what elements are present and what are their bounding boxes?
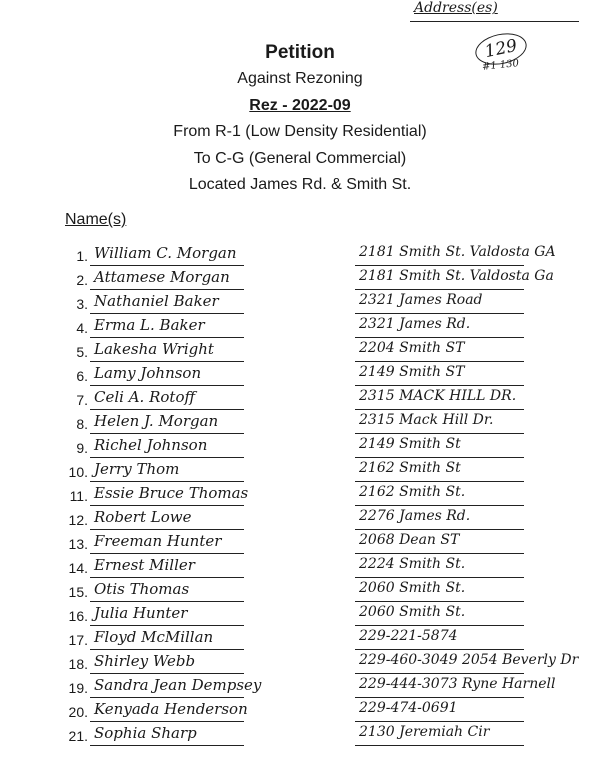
row-number: 6. xyxy=(76,368,88,384)
row-number: 5. xyxy=(76,344,88,360)
signatory-name: Sandra Jean Dempsey xyxy=(90,676,244,698)
signatory-name: Otis Thomas xyxy=(90,580,244,602)
zoning-to: To C-G (General Commercial) xyxy=(193,150,407,167)
signature-row xyxy=(0,652,600,676)
petition-title: Petition xyxy=(265,42,335,63)
page-number-stamp: 129 xyxy=(472,29,529,69)
signatory-address: 2060 Smith St. xyxy=(355,604,524,626)
signatory-name: Erma L. Baker xyxy=(90,316,244,338)
signatory-address: 2068 Dean ST xyxy=(355,532,524,554)
signatory-address: 2162 Smith St. xyxy=(355,484,524,506)
signatory-address: 2276 James Rd. xyxy=(355,508,524,530)
zoning-from: From R-1 (Low Density Residential) xyxy=(173,123,427,140)
signatory-name: Attamese Morgan xyxy=(90,268,244,290)
signatory-address: 2130 Jeremiah Cir xyxy=(355,724,524,746)
signature-row xyxy=(0,316,600,340)
signatory-address: 229-460-3049 2054 Beverly Dr xyxy=(355,652,524,674)
signature-row xyxy=(0,244,600,268)
page-number-subnote: #1 130 xyxy=(481,58,520,73)
signatory-name: Essie Bruce Thomas xyxy=(90,484,244,506)
signatory-address: 229-474-0691 xyxy=(355,700,524,722)
signature-row xyxy=(0,724,600,748)
signature-row xyxy=(0,508,600,532)
row-number: 18. xyxy=(68,656,88,672)
row-number: 3. xyxy=(76,296,88,312)
signatory-address: 229-444-3073 Ryne Harnell xyxy=(355,676,524,698)
signatory-address: 2149 Smith St xyxy=(355,436,524,458)
row-number: 17. xyxy=(68,632,88,648)
signatory-address: 2181 Smith St. Valdosta Ga xyxy=(355,268,524,290)
signatory-address: 2204 Smith ST xyxy=(355,340,524,362)
signature-row xyxy=(0,700,600,724)
row-number: 14. xyxy=(68,560,88,576)
signatory-name: Jerry Thom xyxy=(90,460,244,482)
names-column-header: Name(s) xyxy=(65,211,127,228)
signatory-address: 2315 MACK HILL DR. xyxy=(355,388,524,410)
row-number: 2. xyxy=(76,272,88,288)
signatory-address: 2224 Smith St. xyxy=(355,556,524,578)
row-number: 13. xyxy=(68,536,88,552)
row-number: 19. xyxy=(68,680,88,696)
signatory-name: Shirley Webb xyxy=(90,652,244,674)
row-number: 21. xyxy=(68,728,88,744)
signatory-address: 2315 Mack Hill Dr. xyxy=(355,412,524,434)
row-number: 10. xyxy=(68,464,88,480)
row-number: 16. xyxy=(68,608,88,624)
signatory-address: 229-221-5874 xyxy=(355,628,524,650)
row-number: 9. xyxy=(76,440,88,456)
signature-row xyxy=(0,436,600,460)
signature-row xyxy=(0,340,600,364)
signatory-name: Richel Johnson xyxy=(90,436,244,458)
signature-row xyxy=(0,676,600,700)
signature-row xyxy=(0,628,600,652)
signatory-address: 2060 Smith St. xyxy=(355,580,524,602)
signature-row xyxy=(0,484,600,508)
signature-row xyxy=(0,580,600,604)
location-line: Located James Rd. & Smith St. xyxy=(188,176,412,193)
signature-row xyxy=(0,604,600,628)
signatory-name: Lamy Johnson xyxy=(90,364,244,386)
row-number: 1. xyxy=(76,248,88,264)
signatory-name: Freeman Hunter xyxy=(90,532,244,554)
signatory-name: Nathaniel Baker xyxy=(90,292,244,314)
signature-row xyxy=(0,292,600,316)
row-number: 8. xyxy=(76,416,88,432)
signature-row xyxy=(0,364,600,388)
signatory-name: Ernest Miller xyxy=(90,556,244,578)
signature-row xyxy=(0,388,600,412)
signatory-name: Kenyada Henderson xyxy=(90,700,244,722)
petition-subtitle: Against Rezoning xyxy=(237,70,363,87)
signature-row xyxy=(0,460,600,484)
signature-row xyxy=(0,532,600,556)
signatory-address: 2162 Smith St xyxy=(355,460,524,482)
signature-row xyxy=(0,556,600,580)
signatory-address: 2181 Smith St. Valdosta GA xyxy=(355,244,524,266)
addresses-column-header: Address(es) xyxy=(410,0,579,22)
signatory-address: 2321 James Rd. xyxy=(355,316,524,338)
signature-row xyxy=(0,412,600,436)
signatory-address: 2321 James Road xyxy=(355,292,524,314)
row-number: 15. xyxy=(68,584,88,600)
row-number: 4. xyxy=(76,320,88,336)
case-number: Rez - 2022-09 xyxy=(249,97,351,114)
signature-row xyxy=(0,268,600,292)
signatory-name: Sophia Sharp xyxy=(90,724,244,746)
signatory-name: Floyd McMillan xyxy=(90,628,244,650)
signatory-name: William C. Morgan xyxy=(90,244,244,266)
signatory-name: Lakesha Wright xyxy=(90,340,244,362)
signatory-name: Robert Lowe xyxy=(90,508,244,530)
signatory-name: Celi A. Rotoff xyxy=(90,388,244,410)
row-number: 12. xyxy=(68,512,88,528)
row-number: 7. xyxy=(76,392,88,408)
row-number: 20. xyxy=(68,704,88,720)
row-number: 11. xyxy=(69,488,88,504)
signatory-name: Helen J. Morgan xyxy=(90,412,244,434)
signatory-name: Julia Hunter xyxy=(90,604,244,626)
signatory-address: 2149 Smith ST xyxy=(355,364,524,386)
